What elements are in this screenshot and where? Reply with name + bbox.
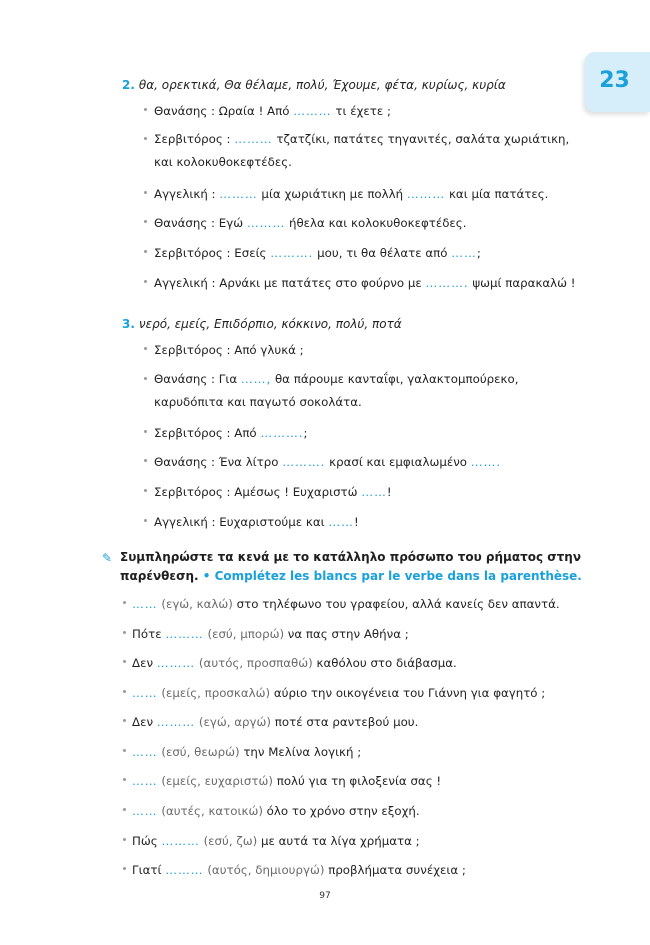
line-text: Θανάσης : Ένα λίτρο — [154, 455, 283, 469]
exercise-2-number: 2. — [122, 78, 135, 92]
exercise-3-number: 3. — [122, 317, 135, 331]
line-text: Αγγελική : — [154, 187, 220, 201]
line-text: ; — [476, 246, 481, 260]
verb-hint: (αυτές, κατοικώ) — [157, 804, 263, 818]
exercise-2-words: θα, ορεκτικά, Θα θέλαμε, πολύ, Έχουμε, φέτα, κυρίως, κυρία — [138, 78, 506, 92]
blank[interactable]: …… — [361, 485, 387, 499]
verb-hint: (εσύ, θεωρώ) — [157, 745, 240, 759]
exercise-2-line — [154, 187, 548, 201]
line-text: στο τηλέφωνο του γραφείου, αλλά κανείς δεν απαντά. — [232, 597, 560, 611]
bullet-dot — [123, 778, 126, 781]
blank[interactable]: …… — [132, 804, 158, 818]
bullet-dot — [123, 660, 126, 663]
blank[interactable]: …… — [132, 745, 158, 759]
bullet-dot — [144, 250, 147, 253]
exercise-2-line — [154, 104, 391, 118]
line-text: ! — [353, 515, 359, 529]
blank[interactable]: ……… — [219, 187, 258, 201]
line-text: Θανάσης : Για — [154, 372, 241, 386]
exercise-2-line — [154, 128, 574, 174]
exercise-2-line — [154, 246, 481, 260]
instruction — [102, 548, 582, 586]
blank[interactable]: …… — [451, 246, 477, 260]
line-text: όλο το χρόνο στην εξοχή. — [262, 804, 420, 818]
exercise-3-line — [154, 343, 304, 357]
exercise-4-line — [132, 863, 466, 877]
bullet-dot — [123, 631, 126, 634]
bullet-dot — [144, 430, 147, 433]
blank[interactable]: ……… — [156, 656, 196, 670]
line-text: πολύ για τη φιλοξενία σας ! — [272, 774, 442, 788]
line-text: Αγγελική : Ευχαριστούμε και — [154, 515, 329, 529]
page-number: 97 — [319, 891, 331, 901]
exercise-3-line — [154, 368, 574, 414]
bullet-dot — [144, 108, 147, 111]
line-text: ; — [303, 426, 308, 440]
exercise-3-heading — [122, 317, 402, 331]
blank[interactable]: ……… — [234, 132, 273, 146]
exercise-2-heading — [122, 78, 506, 92]
blank[interactable]: ……, — [240, 372, 272, 386]
line-text: Δεν — [132, 656, 157, 670]
page-badge — [585, 52, 650, 112]
instruction-separator: • — [198, 569, 215, 583]
line-text: μία χωριάτικη με πολλή — [257, 187, 407, 201]
exercise-3-line — [154, 426, 308, 440]
line-text: τζατζίκι, πατάτες τηγανιτές, σαλάτα χωριάτικη, και κολοκυθοκεφτέδες. — [154, 132, 570, 169]
bullet-dot — [144, 377, 147, 380]
bullet-dot — [123, 808, 126, 811]
line-text: Δεν — [132, 715, 157, 729]
line-text: την Μελίνα λογική ; — [239, 745, 362, 759]
verb-hint: (εσύ, μπορώ) — [203, 627, 285, 641]
exercise-4-line — [132, 686, 545, 700]
bullet-dot — [123, 838, 126, 841]
exercise-4-line — [132, 656, 457, 670]
verb-hint: (αυτός, προσπαθώ) — [195, 656, 313, 670]
verb-hint: (εγώ, καλώ) — [157, 597, 233, 611]
line-text: ! — [386, 485, 392, 499]
line-text: καθόλου στο διάβασμα. — [312, 656, 457, 670]
instruction-greek: Συμπληρώστε τα κενά με το κατάλληλο πρόσωπο του ρήματος στην παρένθεση. — [120, 550, 582, 583]
page-badge-number: 23 — [599, 68, 630, 93]
bullet-dot — [144, 459, 147, 462]
bullet-dot — [123, 690, 126, 693]
verb-hint: (εμείς, προσκαλώ) — [157, 686, 271, 700]
bullet-dot — [144, 489, 147, 492]
blank[interactable]: ……. — [470, 455, 502, 469]
blank[interactable]: ………. — [270, 246, 314, 260]
bullet-dot — [123, 719, 126, 722]
verb-hint: (εμείς, ευχαριστώ) — [157, 774, 273, 788]
line-text: να πας στην Αθήνα ; — [284, 627, 409, 641]
bullet-dot — [144, 519, 147, 522]
bullet-dot — [144, 220, 147, 223]
line-text: Σερβιτόρος : — [154, 132, 235, 146]
exercise-4-line — [132, 715, 418, 729]
exercise-4-line — [132, 745, 361, 759]
line-text: ήθελα και κολοκυθοκεφτέδες. — [285, 216, 467, 230]
exercise-4-line — [132, 804, 420, 818]
verb-hint: (εσύ, ζω) — [199, 834, 258, 848]
exercise-4-line — [132, 774, 441, 788]
line-text: προβλήματα συνέχεια ; — [324, 863, 466, 877]
exercise-3-line — [154, 485, 392, 499]
line-text: αύριο την οικογένεια του Γιάννη για φαγητό ; — [270, 686, 546, 700]
blank[interactable]: ……… — [293, 104, 332, 118]
blank[interactable]: …… — [132, 686, 158, 700]
exercise-3-words: νερό, εμείς, Επιδόρπιο, κόκκινο, πολύ, ποτά — [138, 317, 402, 331]
instruction-french: Complétez les blancs par le verbe dans la parenthèse. — [214, 569, 582, 583]
line-text: Αγγελική : Αρνάκι με πατάτες στο φούρνο με — [154, 276, 426, 290]
line-text: Θανάσης : Ωραία ! Από — [154, 104, 294, 118]
line-text: με αυτά τα λίγα χρήματα ; — [257, 834, 420, 848]
bullet-dot — [144, 137, 147, 140]
bullet-dot — [144, 280, 147, 283]
bullet-dot — [123, 867, 126, 870]
line-text: θα πάρουμε κανταΐφι, γαλακτομπούρεκο, καρυδόπιτα και παγωτό σοκολάτα. — [154, 372, 519, 409]
bullet-dot — [144, 347, 147, 350]
line-text: Πώς — [132, 834, 162, 848]
blank[interactable]: ……… — [406, 187, 446, 201]
line-text: Σερβιτόρος : Από — [154, 426, 261, 440]
bullet-dot — [144, 191, 147, 194]
line-text: ψωμί παρακαλώ ! — [468, 276, 576, 290]
blank[interactable]: ………. — [260, 426, 304, 440]
exercise-3-line — [154, 455, 501, 469]
line-text: ποτέ στα ραντεβού μου. — [271, 715, 419, 729]
pencil-icon: ✎ — [102, 551, 113, 565]
line-text: Σερβιτόρος : Εσείς — [154, 246, 271, 260]
line-text: Γιατί — [132, 863, 166, 877]
blank[interactable]: ……… — [165, 863, 204, 877]
verb-hint: (εγώ, αργώ) — [195, 715, 272, 729]
exercise-3-line — [154, 515, 359, 529]
line-text: μου, τι θα θέλατε από — [313, 246, 452, 260]
line-text: τι έχετε ; — [331, 104, 391, 118]
blank[interactable]: …… — [132, 597, 158, 611]
blank[interactable]: ………. — [425, 276, 469, 290]
line-text: Θανάσης : Εγώ — [154, 216, 247, 230]
line-text: κρασί και εμφιαλωμένο — [325, 455, 471, 469]
verb-hint: (αυτός, δημιουργώ) — [203, 863, 325, 877]
exercise-2-line — [154, 216, 466, 230]
blank[interactable]: ………. — [282, 455, 326, 469]
blank[interactable]: ……… — [165, 627, 204, 641]
blank[interactable]: ……… — [161, 834, 200, 848]
bullet-dot — [123, 749, 126, 752]
exercise-4-line — [132, 627, 409, 641]
line-text: Πότε — [132, 627, 166, 641]
blank[interactable]: …… — [132, 774, 158, 788]
exercise-4-line — [132, 834, 420, 848]
blank[interactable]: …… — [328, 515, 354, 529]
exercise-2-line — [154, 276, 576, 290]
line-text: Σερβιτόρος : Από γλυκά ; — [154, 343, 304, 357]
line-text: και μία πατάτες. — [445, 187, 549, 201]
exercise-4-line — [132, 597, 560, 611]
blank[interactable]: ……… — [156, 715, 196, 729]
line-text: Σερβιτόρος : Αμέσως ! Ευχαριστώ — [154, 485, 362, 499]
bullet-dot — [123, 601, 126, 604]
blank[interactable]: ……… — [246, 216, 286, 230]
